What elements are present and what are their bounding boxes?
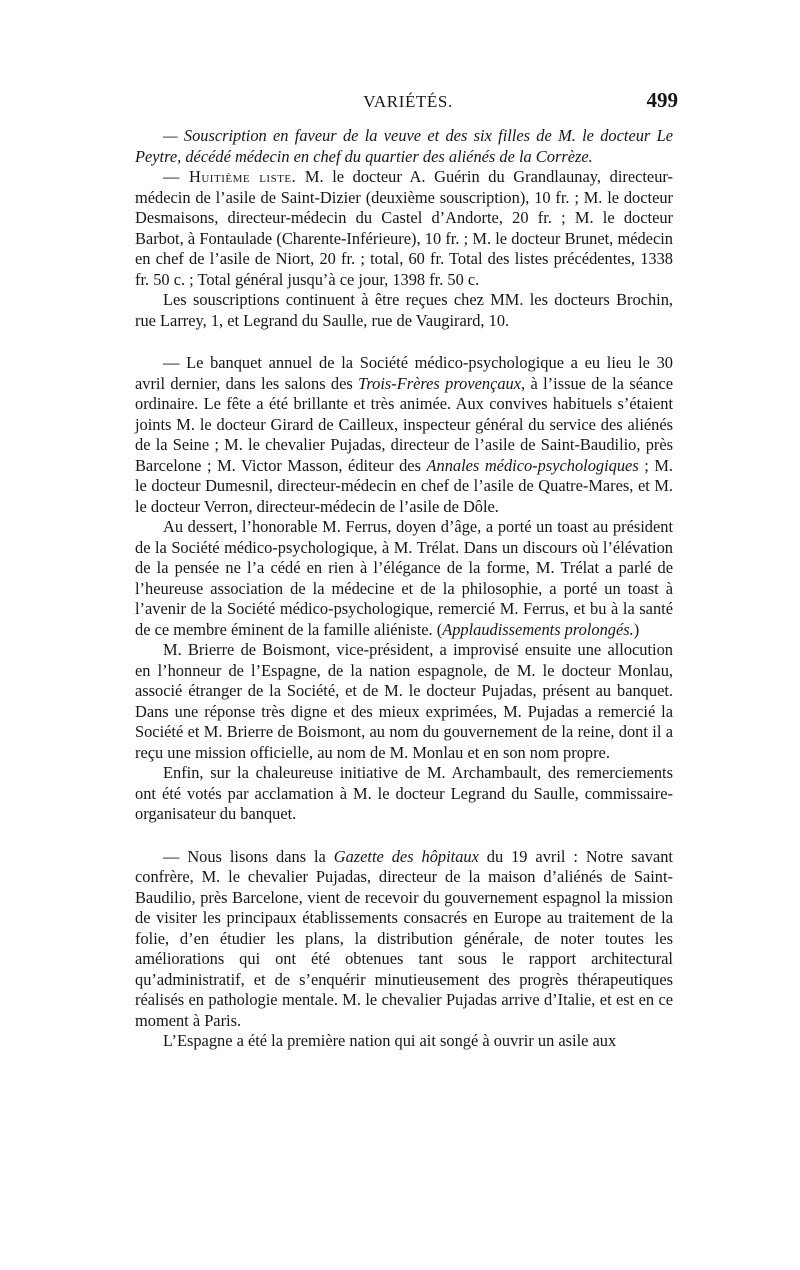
souscription-title xyxy=(135,126,673,167)
page-body xyxy=(135,126,673,1052)
banquet-p1-text-b: , à l’issue de la séance ordinaire. Le fête a été brillante et très animée. Aux convives habituels s’étaient joints M. le docteur Girard de Cailleux, inspecteur général du service des aliénés de la Seine ; M. le chevalier Pujadas, directeur de l’asile de Saint-Baudilio, près Barcelone ; M. Victor Masson, éditeur des xyxy=(135,373,673,475)
banquet-paragraph-2 xyxy=(135,517,673,640)
banquet-paragraph-3: M. Brierre de Boismont, vice-président, a improvisé ensuite une allocution en l’honneur de l’Espagne, de la nation espagnole, de M. le docteur Monlau, associé étranger de la Société, et de M. le docteur Pujadas, présent au banquet. Dans une réponse très digne et des mieux exprimées, M. Pujadas a remercié la Société et M. Brierre de Boismont, au nom du gouvernement de la reine, dont il a reçu une mission officielle, au nom de M. Monlau et en son nom propre. xyxy=(135,640,673,762)
gazette-paragraph-2: L’Espagne a été la première nation qui ait songé à ouvrir un asile aux xyxy=(163,1031,617,1050)
banquet-paragraph-4: Enfin, sur la chaleureuse initiative de M. Archambault, des remerciements ont été votés par acclamation à M. le docteur Legrand du Saulle, commissaire-organisateur du banquet. xyxy=(135,763,673,823)
banquet-p1-text-a: — Le banquet annuel de la Société médico-psychologique a eu lieu le 30 avril dernier, dans les salons des xyxy=(135,353,673,393)
running-head xyxy=(138,88,678,114)
banquet-p2-text-a: Au dessert, l’honorable M. Ferrus, doyen d’âge, a porté un toast au président de la Société médico-psychologique, à M. Trélat. Dans un discours où l’élévation de la pensée ne l’a cédé en rien à l’élégance de la forme, M. Trélat a parlé de l’heureuse association de la médecine et de la philosophie, a porté un toast à l’avenir de la Société médico-psychologique, remercié M. Ferrus, et bu à la santé de ce membre éminent de la famille aliéniste. ( xyxy=(135,517,673,639)
gazette-p1-text-b: du 19 avril : Notre savant confrère, M. le chevalier Pujadas, directeur de la maison d’aliénés de Saint-Baudilio, près Barcelone, vient de recevoir du gouvernement espagnol la mission de visiter les principaux établissements consacrés en Europe au traitement de la folie, d’en étudier les plans, la distribution générale, de noter toutes les améliorations qui ont été obtenues tant sous le rapport architectural qu’administratif, et de s’enquérir minutieusement des progrès thérapeutiques réalisés en pathologie mentale. M. le chevalier Pujadas arrive d’Italie, et est en ce moment à Paris. xyxy=(135,846,673,1030)
banquet-p1-italic-journal: Annales médico-psychologiques xyxy=(426,455,639,475)
banquet-p2-italic: Applaudissements prolongés. xyxy=(442,619,634,639)
gazette-p1-text-a: — Nous lisons dans la xyxy=(163,846,334,866)
banquet-p2-text-b: ) xyxy=(633,619,640,639)
souscription-continuation: Les souscriptions continuent à être reçues chez MM. les docteurs Brochin, rue Larrey, 1, et Legrand du Saulle, rue de Vaugirard, 10. xyxy=(135,290,673,330)
souscription-title-text: — Souscription en faveur de la veuve et des six filles de M. le docteur Le Peytre, décédé médecin en chef du quartier des aliénés de la Corrèze. xyxy=(135,126,673,166)
gazette-p1-italic: Gazette des hôpitaux xyxy=(333,846,479,866)
list-body: M. le docteur A. Guérin du Grandlaunay, directeur-médecin de l’asile de Saint-Dizier (deuxième souscription), 10 fr. ; M. le docteur Desmaisons, directeur-médecin du Castel d’Andorte, 20 fr. ; M. le docteur Barbot, à Fontaulade (Charente-Inférieure), 10 fr. ; M. le docteur Brunet, médecin en chef de l’asile de Niort, 20 fr. ; total, 60 fr. Total des listes précédentes, 1338 fr. 50 c. ; Total général jusqu’à ce jour, 1398 fr. 50 c. xyxy=(135,167,673,289)
page-number: 499 xyxy=(646,88,678,112)
banquet-p1-text-c: ; M. le docteur Dumesnil, directeur-médecin en chef de l’asile de Quatre-Mares, et M. le docteur Verron, directeur-médecin de l’asile de Dôle. xyxy=(135,455,674,516)
list-label: — Huitième liste. xyxy=(163,167,297,186)
banquet-p1-italic-venue: Trois-Frères provençaux xyxy=(358,373,522,393)
banquet-paragraph-1 xyxy=(135,353,673,517)
gazette-paragraph-1 xyxy=(135,847,673,1032)
running-title: VARIÉTÉS. xyxy=(363,92,453,111)
souscription-list xyxy=(135,167,673,290)
